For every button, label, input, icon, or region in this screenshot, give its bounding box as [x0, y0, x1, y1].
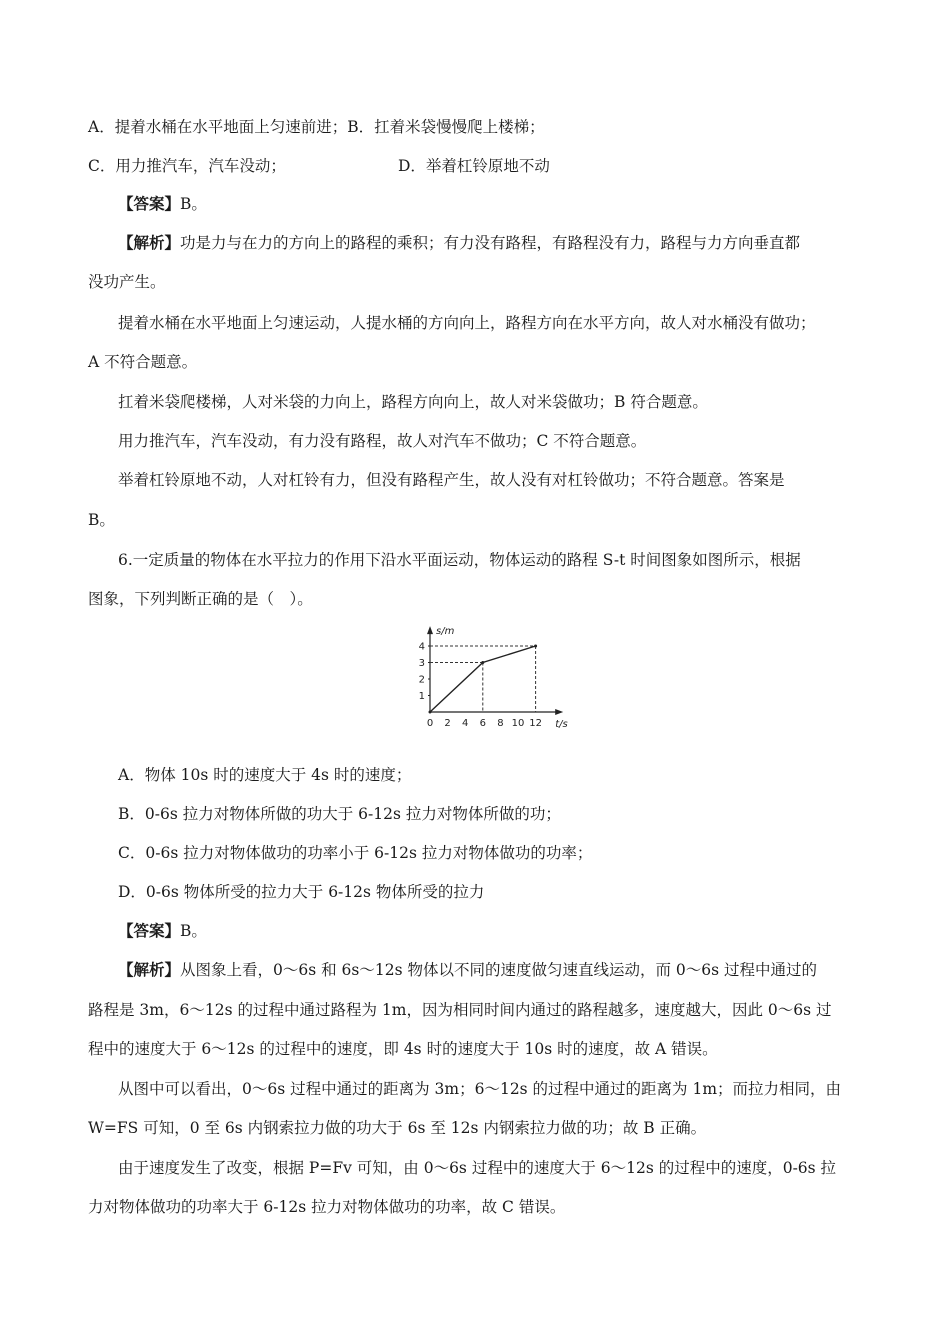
option-line: C．0-6s 拉力对物体做功的功率小于 6-12s 拉力对物体做功的功率； — [118, 844, 593, 862]
option-d-line: D．举着杠铃原地不动 — [398, 157, 550, 175]
data-point — [534, 645, 537, 648]
paragraph-line: 力对物体做功的功率大于 6-12s 拉力对物体做功的功率，故 C 错误。 — [88, 1198, 566, 1216]
paragraph-line: 从图中可以看出，0～6s 过程中通过的距离为 3m；6～12s 的过程中通过的距离为 1m；而拉力相同，由 — [118, 1080, 842, 1098]
answer-line — [118, 921, 898, 941]
paragraph-line: 由于速度发生了改变，根据 P=Fv 可知，由 0～6s 过程中的速度大于 6～12s 的过程中的速度，0-6s 拉 — [118, 1159, 837, 1177]
option-line: B．0-6s 拉力对物体所做的功大于 6-12s 拉力对物体所做的功； — [118, 805, 561, 823]
answer-tag: 【答案】 — [118, 194, 181, 213]
x-axis-arrow — [555, 709, 563, 715]
data-point — [429, 711, 432, 714]
analysis-text: 从图象上看，0～6s 和 6s～12s 物体以不同的速度做匀速直线运动，而 0～6s 过程中通过的 — [180, 961, 818, 979]
answer-text: B。 — [180, 922, 207, 940]
paragraph-line: 路程是 3m，6～12s 的过程中通过路程为 1m，因为相同时间内通过的路程越多，速度越大，因此 0～6s 过 — [88, 1001, 832, 1019]
y-tick-label: 4 — [418, 641, 425, 653]
analysis-text: 功是力与在力的方向上的路程的乘积；有力没有路程，有路程没有力，路程与力方向垂直都 — [180, 234, 801, 252]
paragraph-line: 扛着米袋爬楼梯，人对米袋的力向上，路程方向向上，故人对米袋做功；B 符合题意。 — [118, 393, 708, 411]
paragraph-line: 举着杠铃原地不动，人对杠铃有力，但没有路程产生，故人没有对杠铃做功；不符合题意。答案是 — [118, 471, 785, 489]
x-tick-label: 6 — [479, 718, 486, 729]
question-line: 6.一定质量的物体在水平拉力的作用下沿水平面运动，物体运动的路程 S-t 时间图象如图所示，根据 — [118, 551, 801, 569]
option-a-b-line: A．提着水桶在水平地面上匀速前进；B．扛着米袋慢慢爬上楼梯； — [88, 118, 545, 136]
paragraph-line: 用力推汽车，汽车没动，有力没有路程，故人对汽车不做功；C 不符合题意。 — [118, 432, 647, 450]
analysis-line — [118, 960, 898, 980]
y-tick-label: 3 — [418, 658, 425, 669]
x-tick-label: 8 — [497, 718, 504, 729]
answer-text: B。 — [180, 195, 207, 213]
s-t-chart-svg — [400, 620, 580, 740]
option-line: D．0-6s 物体所受的拉力大于 6-12s 物体所受的拉力 — [118, 883, 485, 901]
paragraph-line: 提着水桶在水平地面上匀速运动，人提水桶的方向向上，路程方向在水平方向，故人对水桶没有做功； — [118, 314, 816, 332]
analysis-tag: 【解析】 — [118, 233, 181, 252]
data-point — [481, 661, 484, 664]
s-t-chart — [400, 620, 580, 740]
paragraph-line: A 不符合题意。 — [88, 353, 198, 371]
option-line: A．物体 10s 时的速度大于 4s 时的速度； — [118, 766, 412, 784]
answer-line — [118, 194, 898, 214]
x-axis-label: t/s — [555, 719, 568, 730]
x-tick-label: 12 — [529, 718, 542, 729]
paragraph-line: 没功产生。 — [88, 273, 166, 291]
x-tick-label: 0 — [426, 718, 434, 729]
question-line: 图象，下列判断正确的是（ ）。 — [88, 590, 313, 608]
x-tick-label: 4 — [462, 718, 469, 729]
paragraph-line: 程中的速度大于 6～12s 的过程中的速度，即 4s 时的速度大于 10s 时的速度，故 A 错误。 — [88, 1040, 718, 1058]
option-c-line: C．用力推汽车，汽车没动； — [88, 157, 286, 175]
x-tick-label: 10 — [511, 718, 525, 729]
analysis-line — [118, 233, 898, 253]
answer-tag: 【答案】 — [118, 921, 181, 940]
y-axis-label: s/m — [436, 626, 455, 638]
y-axis-arrow — [427, 626, 433, 634]
paragraph-line: W=FS 可知，0 至 6s 内钢索拉力做的功大于 6s 至 12s 内钢索拉力做的功；故 B 正确。 — [88, 1119, 707, 1137]
y-tick-label: 2 — [418, 674, 425, 686]
y-tick-label: 1 — [418, 691, 425, 702]
paragraph-line: B。 — [88, 511, 115, 529]
x-tick-label: 2 — [444, 718, 451, 729]
analysis-tag: 【解析】 — [118, 960, 181, 979]
